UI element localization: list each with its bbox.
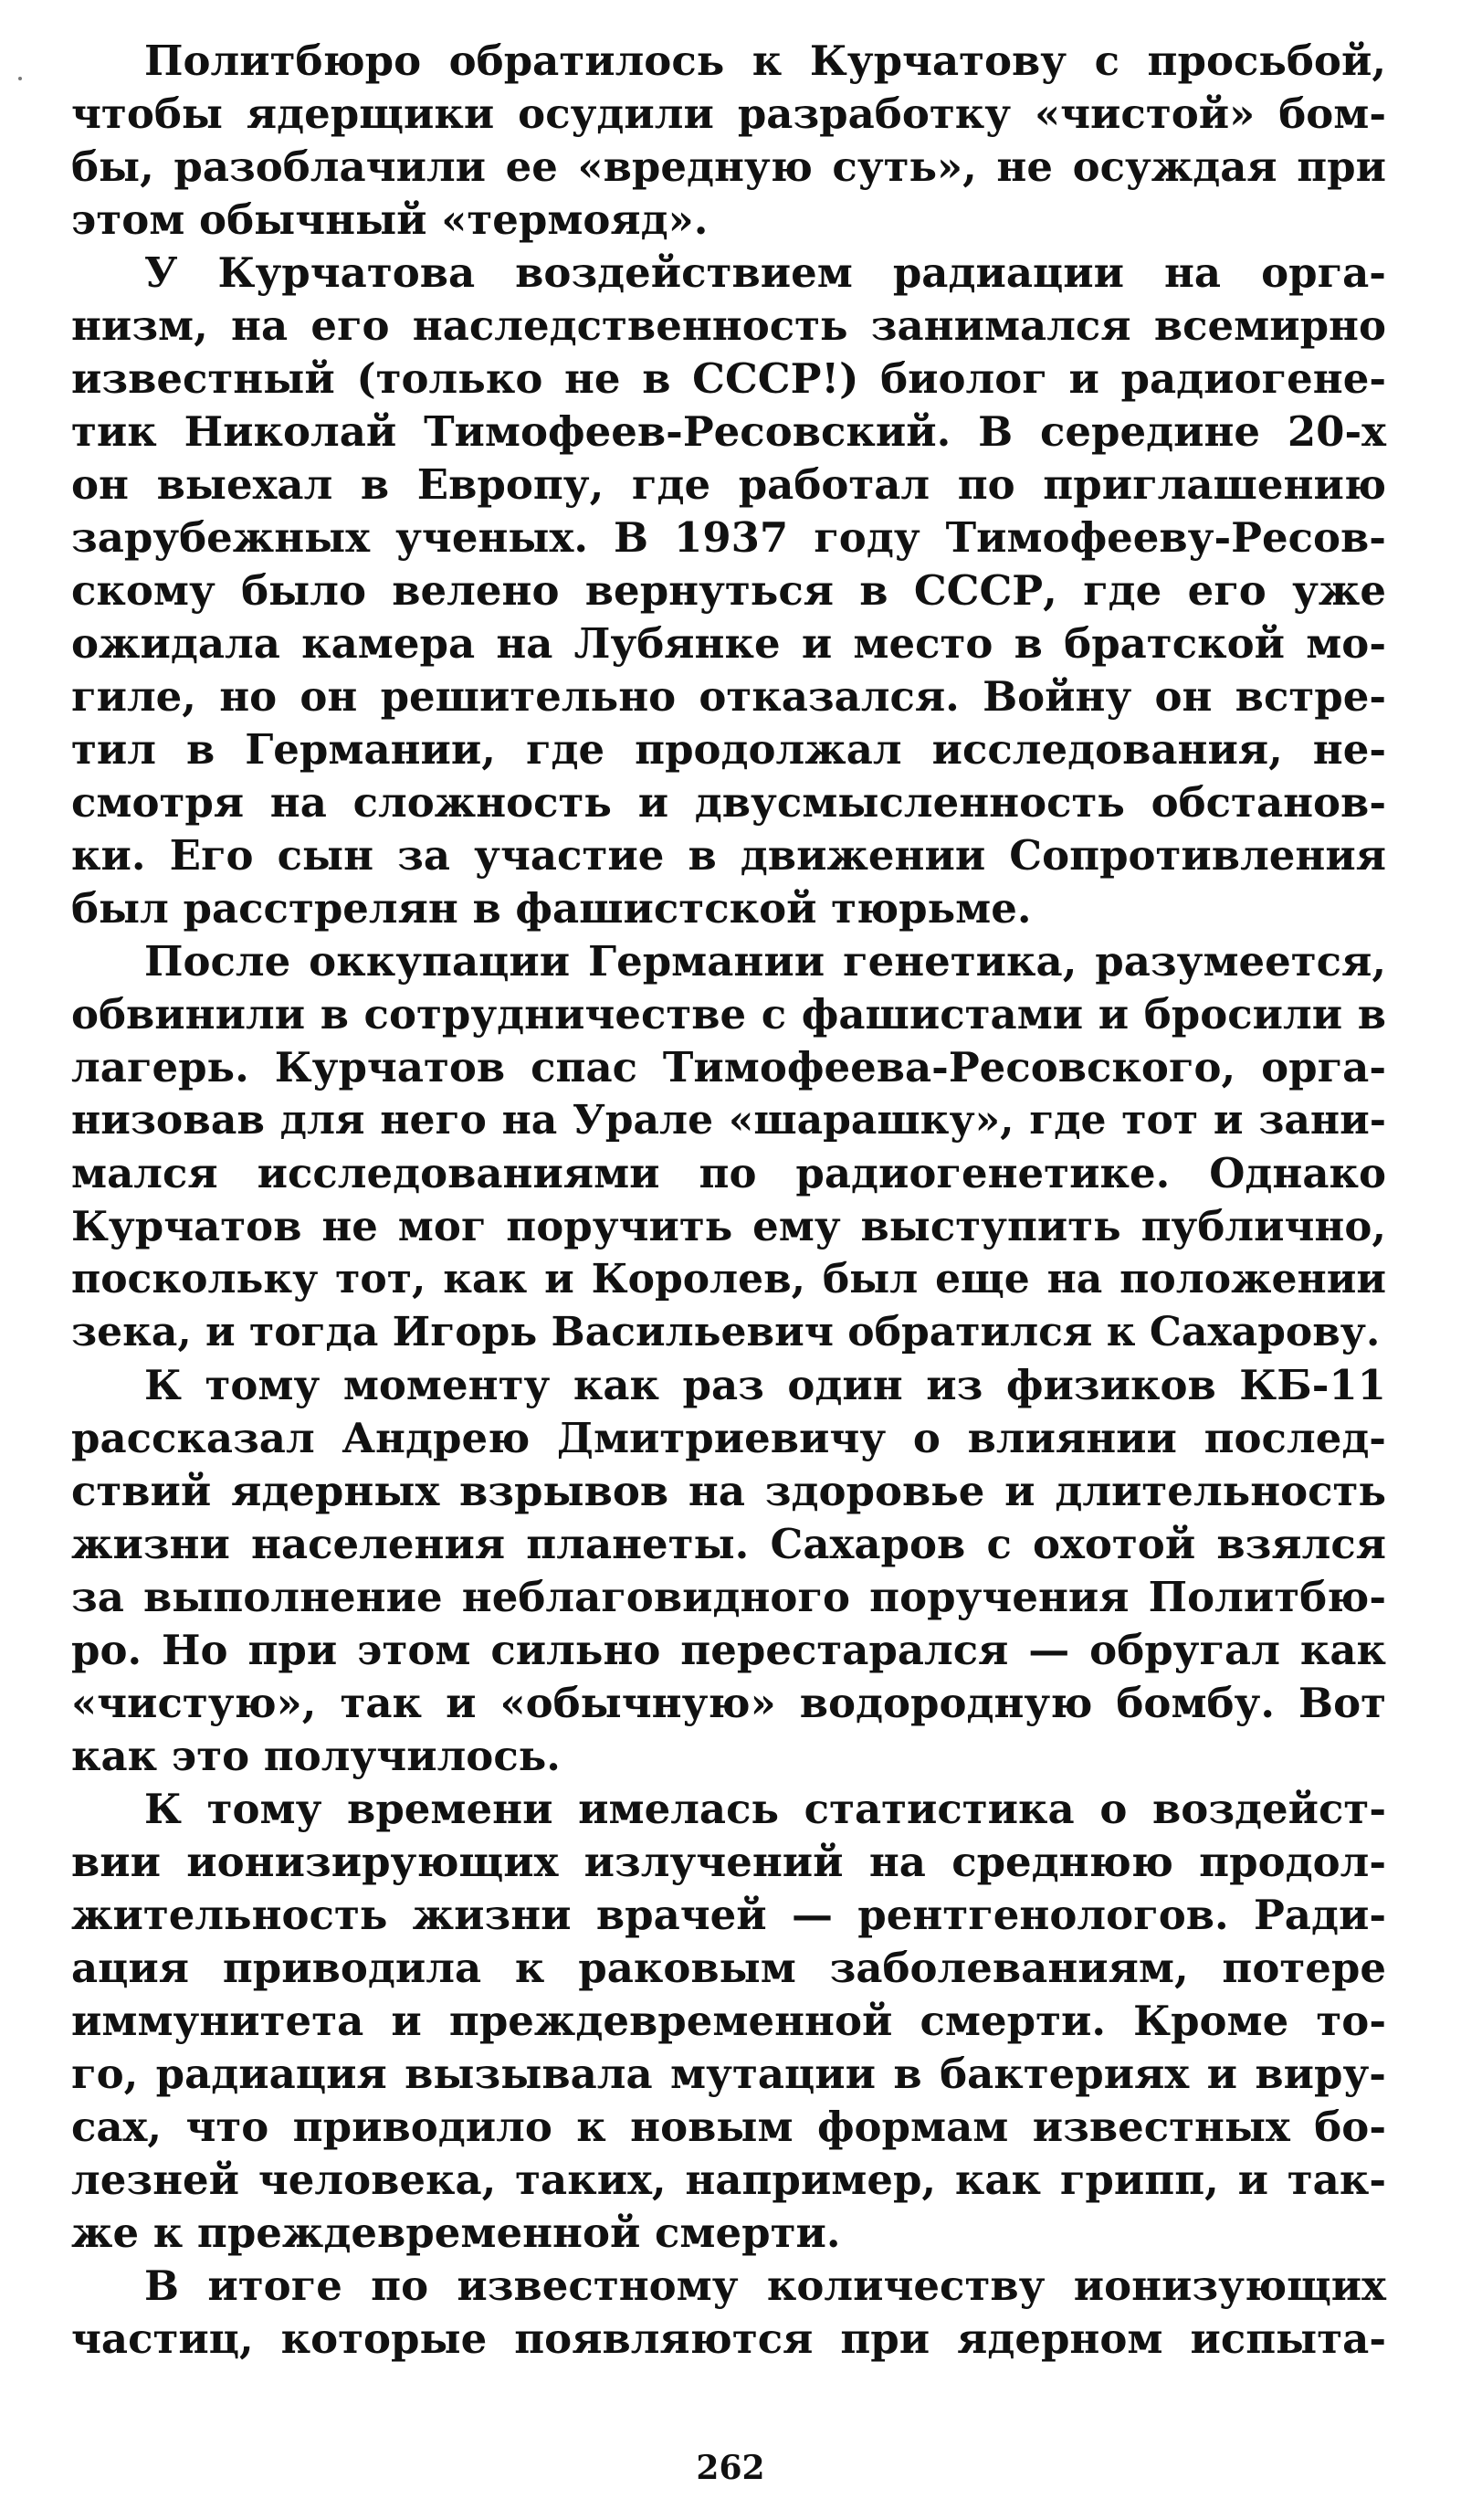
text-line: Курчатов не мог поручить ему выступить публично, (71, 1202, 1386, 1250)
paragraph-1 (71, 35, 1386, 247)
body-text (71, 35, 1386, 2366)
text-line: У Курчатова воздействием радиации на орга- (144, 248, 1386, 297)
text-line: за выполнение неблаговидного поручения Политбю- (71, 1573, 1386, 1621)
text-line: смотря на сложность и двусмысленность обстанов- (71, 778, 1386, 827)
text-line: он выехал в Европу, где работал по приглашению (71, 460, 1386, 509)
text-line: К тому времени имелась статистика о воздейст- (144, 1785, 1386, 1833)
text-line: жизни населения планеты. Сахаров с охотой взялся (71, 1520, 1386, 1568)
paragraph-4 (71, 1359, 1386, 1783)
paragraph-3 (71, 935, 1386, 1359)
text-line: тик Николай Тимофеев-Ресовский. В середине 20-х (71, 407, 1386, 456)
text-line: же к преждевременной смерти. (71, 2209, 841, 2257)
text-line: жительность жизни врачей — рентгенологов. Ради- (71, 1891, 1386, 1939)
text-line: вии ионизирующих излучений на среднюю продол- (71, 1838, 1386, 1886)
text-line: Политбюро обратилось к Курчатову с просьбой, (144, 37, 1386, 85)
text-line: После оккупации Германии генетика, разумеется, (144, 937, 1386, 986)
text-line: бы, разоблачили ее «вредную суть», не осуждая при (71, 142, 1386, 191)
text-line: лагерь. Курчатов спас Тимофеева-Ресовского, орга- (71, 1043, 1386, 1091)
page-number: 262 (696, 2449, 765, 2487)
text-line: го, радиация вызывала мутации в бактериях и виру- (71, 2050, 1386, 2098)
text-line: сах, что приводило к новым формам известных бо- (71, 2103, 1386, 2151)
text-line: как это получилось. (71, 1732, 561, 1780)
paragraph-6 (71, 2260, 1386, 2366)
text-line: известный (только не в СССР!) биолог и радиогене- (71, 354, 1386, 403)
text-line: низовав для него на Урале «шарашку», где тот и зани- (71, 1097, 1386, 1144)
text-line: «чистую», так и «обычную» водородную бомбу. Вот (71, 1679, 1386, 1727)
text-line: ки. Его сын за участие в движении Сопротивления (71, 831, 1386, 880)
text-line: К тому моменту как раз один из физиков КБ-11 (144, 1361, 1386, 1409)
text-line: мался исследованиями по радиогенетике. Однако (71, 1149, 1386, 1197)
text-line: обвинили в сотрудничестве с фашистами и бросили в (71, 990, 1386, 1039)
text-line: ствий ядерных взрывов на здоровье и длительность (71, 1467, 1386, 1515)
text-line: чтобы ядерщики осудили разработку «чистой» бом- (71, 90, 1386, 138)
text-line: гиле, но он решительно отказался. Войну он встре- (71, 672, 1386, 721)
text-line: зека, и тогда Игорь Васильевич обратился к Сахарову. (71, 1309, 1381, 1355)
text-line: лезней человека, таких, например, как грипп, и так- (71, 2156, 1386, 2204)
text-line: ация приводила к раковым заболеваниям, потере (71, 1944, 1386, 1992)
text-line: был расстрелян в фашистской тюрьме. (71, 884, 1032, 933)
text-line: ожидала камера на Лубянке и место в братской мо- (71, 619, 1386, 668)
text-line: поскольку тот, как и Королев, был еще на положении (71, 1256, 1386, 1302)
text-line: рассказал Андрею Дмитриевичу о влиянии послед- (71, 1414, 1386, 1462)
paragraph-2 (71, 247, 1386, 935)
text-line: иммунитета и преждевременной смерти. Кроме то- (71, 1997, 1386, 2045)
text-line: низм, на его наследственность занимался всемирно (71, 301, 1386, 350)
text-line: тил в Германии, где продолжал исследования, не- (71, 725, 1386, 774)
text-line: В итоге по известному количеству ионизующих (144, 2262, 1386, 2310)
scan-speck (18, 77, 22, 80)
text-line: частиц, которые появляются при ядерном испыта- (71, 2314, 1386, 2363)
text-line: ро. Но при этом сильно перестарался — обругал как (71, 1626, 1386, 1674)
text-line: зарубежных ученых. В 1937 году Тимофееву-Ресов- (71, 513, 1386, 562)
text-line: скому было велено вернуться в СССР, где его уже (71, 566, 1386, 615)
paragraph-5 (71, 1783, 1386, 2260)
text-line: этом обычный «термояд». (71, 195, 709, 244)
